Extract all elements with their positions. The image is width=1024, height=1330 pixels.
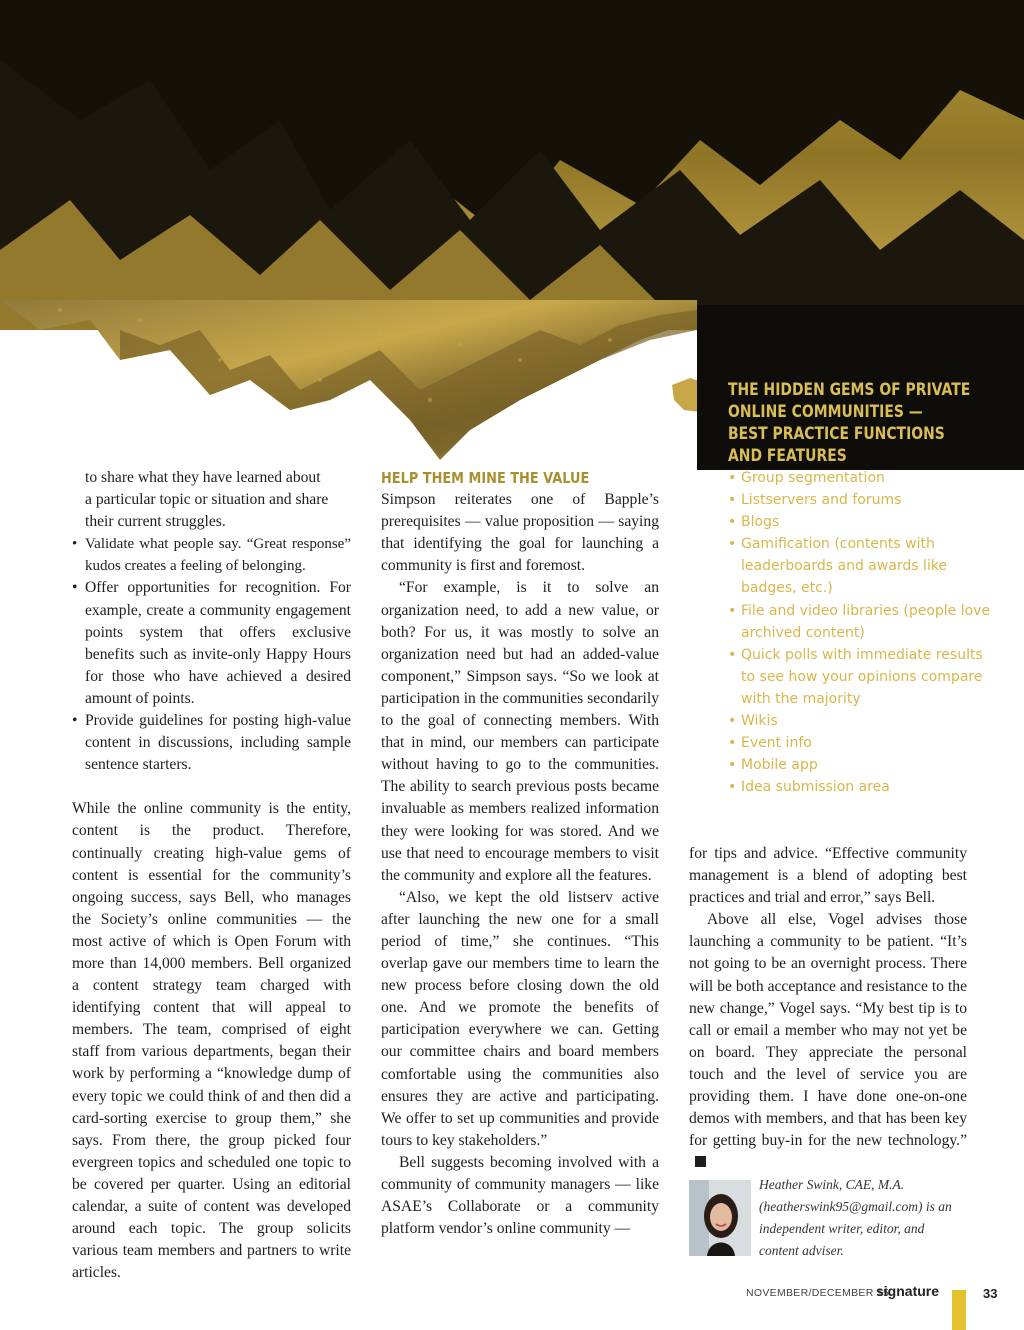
column-2 xyxy=(381,467,659,1240)
intro-line: a particular topic or situation and share xyxy=(85,491,329,509)
tips-bullets xyxy=(72,533,351,776)
sidebar-title-line: ONLINE COMMUNITIES — xyxy=(728,402,923,422)
sidebar-box xyxy=(728,379,998,798)
body-paragraph-final xyxy=(689,909,967,1174)
sidebar-title-line: AND FEATURES xyxy=(728,446,847,466)
list-item: • Validate what people say. “Great response” kudos creates a feeling of belonging. xyxy=(72,533,351,577)
bio-line: independent writer, editor, and xyxy=(759,1221,925,1236)
end-mark-icon xyxy=(695,1156,706,1167)
footer-magazine-name: signature xyxy=(876,1283,940,1299)
list-item: • Event info xyxy=(728,732,998,754)
list-item: • Gamification (contents with leaderboards and awards like badges, etc.) xyxy=(728,533,998,599)
body-paragraph-text: Above all else, Vogel advises those launching a community to be patient. “It’s not going to be an overnight process. There will be both acceptance and resistance to the new change,” Vogel says. “My best tip is to call or email a member who may not yet be on board. They appreciate the personal touch and the level of service you are providing them. I have done one-on-one demos with members, and that has been key for getting buy-in for the new technology.” xyxy=(689,911,967,1150)
list-item: • Quick polls with immediate results to see how your opinions compare with the majority xyxy=(728,644,998,710)
list-item-continued xyxy=(85,467,351,533)
author-photo xyxy=(689,1180,751,1256)
list-item: • Group segmentation xyxy=(728,467,998,489)
column-3 xyxy=(689,843,967,1174)
footer-issue-date: NOVEMBER/DECEMBER 15 xyxy=(746,1287,890,1299)
sidebar-title-line: THE HIDDEN GEMS OF PRIVATE xyxy=(728,380,971,400)
list-item: • Blogs xyxy=(728,511,998,533)
bio-line: Heather Swink, CAE, M.A. xyxy=(759,1177,905,1192)
section-heading: HELP THEM MINE THE VALUE xyxy=(381,469,590,487)
list-item: • Listservers and forums xyxy=(728,489,998,511)
list-item: • File and video libraries (people love archived content) xyxy=(728,600,998,644)
body-paragraph: for tips and advice. “Effective community management is a blend of adopting best practices and trial and error,” says Bell. xyxy=(689,845,967,907)
sidebar-title-line: BEST PRACTICE FUNCTIONS xyxy=(728,424,945,444)
intro-line: to share what they have learned about xyxy=(85,469,321,486)
intro-line: their current struggles. xyxy=(85,513,226,531)
author-bio-text xyxy=(759,1174,969,1262)
list-item: • Idea submission area xyxy=(728,776,998,798)
list-item: • Provide guidelines for posting high-value content in discussions, including sample sentence starters. xyxy=(72,710,351,776)
body-paragraph: “Also, we kept the old listserv active after launching the new one for a small period of time,” she continues. “This overlap gave our members time to learn the new process before closing down the old one. And we promote the benefits of participation everywhere we can. Getting our committee chairs and board members comfortable using the communities also ensures they are active and participating. We offer to set up communities and provide tours to key stakeholders.” xyxy=(381,888,659,1149)
footer-accent-bar xyxy=(952,1290,966,1330)
body-paragraph: Bell suggests becoming involved with a community of community managers — like ASAE’s Collaborate or a community platform vendor’s online community — xyxy=(381,1153,659,1238)
bio-line: content adviser. xyxy=(759,1243,844,1258)
list-item: • Wikis xyxy=(728,710,998,732)
bio-line: (heatherswink95@gmail.com) is an xyxy=(759,1199,952,1214)
tips-list xyxy=(72,467,351,533)
column-1 xyxy=(72,467,351,1284)
list-item: • Offer opportunities for recognition. For example, create a community engagement points system that offers exclusive benefits such as invite-only Happy Hours for those who have achieved a desired amount of points. xyxy=(72,577,351,710)
body-paragraph: Simpson reiterates one of Bapple’s prerequisites — value proposition — saying that identifying the goal for launching a community is first and foremost. xyxy=(381,491,659,575)
list-item: • Mobile app xyxy=(728,754,998,776)
body-paragraph: “For example, is it to solve an organization need, to add a new value, or both? For us, it was mostly to solve an organization need but had an added-value component,” Simpson says. “So we look at participation in the communities secondarily to the goal of connecting members. With that in mind, our members can participate without having to go to the communities. The ability to search previous posts became invaluable as members realized information they were looking for was stored. And we use that need to encourage members to visit the community and explore all the features. xyxy=(381,579,660,884)
body-paragraph: While the online community is the entity, content is the product. Therefore, continually creating high-value gems of content is essential for the community’s ongoing success, says Bell, who manages the Society’s online communities — the most active of which is Open Forum with more than 14,000 members. Bell organized a content strategy team charged with identifying content that will appeal to members. The team, comprised of eight staff from various departments, began their work by performing a “knowledge dump of every topic we could think of and then did a card-sorting exercise to group them,” she says. From there, the group picked four evergreen topics and scheduled one topic to be covered per quarter. Using an editorial calendar, a suite of content was developed around each topic. The group solicits various team members and partners to write articles. xyxy=(72,800,351,1282)
sidebar-feature-list xyxy=(728,467,998,798)
sidebar-title xyxy=(728,379,999,467)
page-number: 33 xyxy=(983,1286,998,1301)
